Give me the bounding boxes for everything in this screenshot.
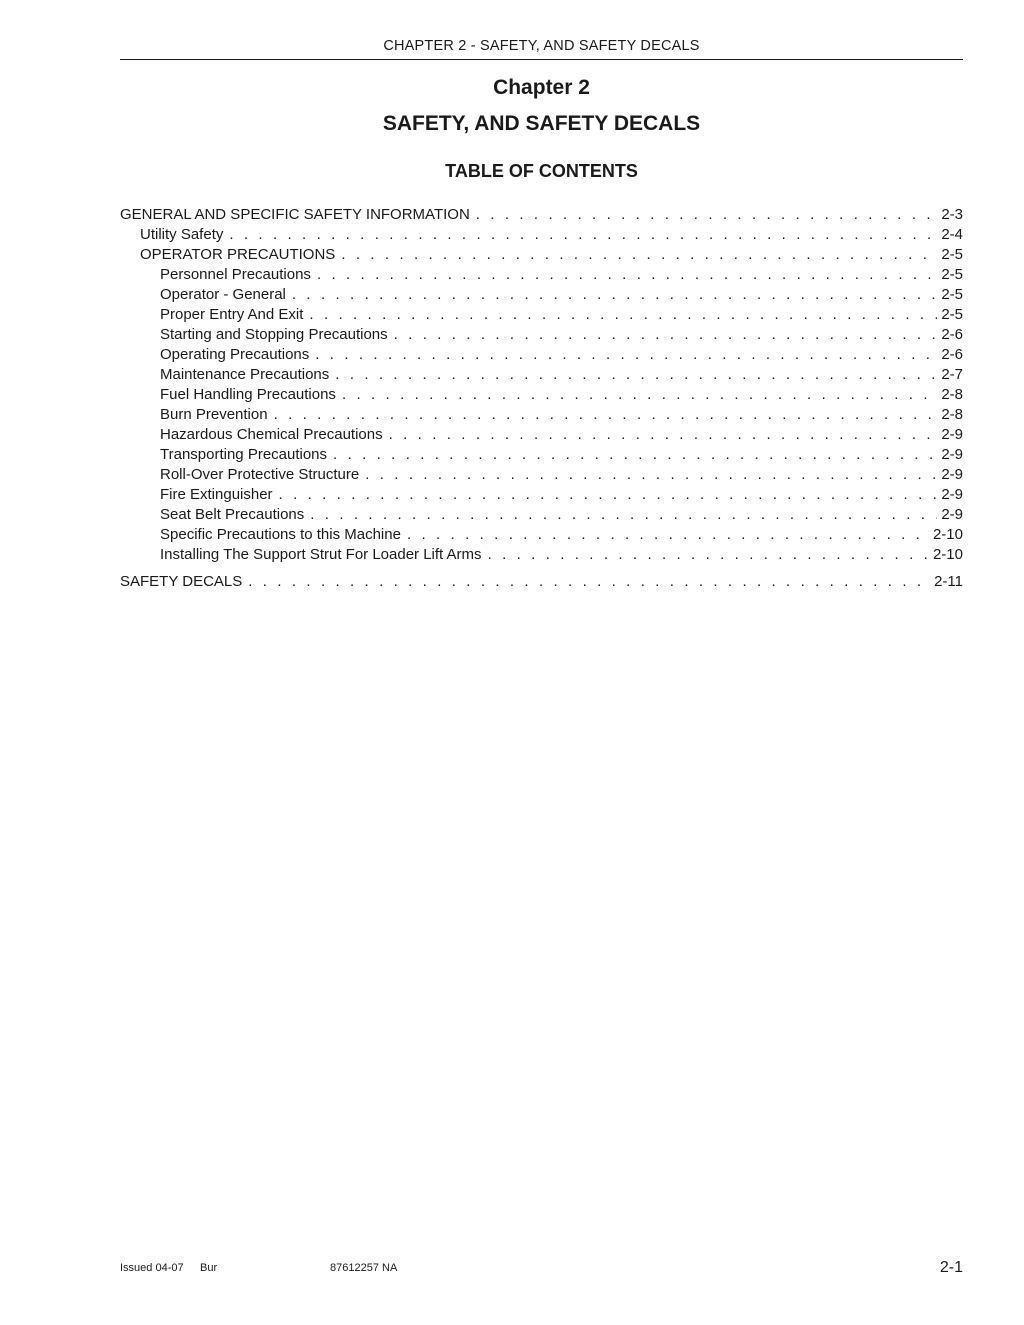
footer-document-number: 87612257 NA [330,1262,398,1274]
toc-entry-safety-decals[interactable] [120,572,963,592]
toc-entry-title: Personnel Precautions [160,266,311,283]
chapter-subtitle: SAFETY, AND SAFETY DECALS [382,112,701,135]
toc-entry-page: 2-9 [941,426,963,443]
toc-entry-page: 2-6 [941,346,963,363]
toc-dot-leader [279,485,938,505]
toc-entry-operating-precautions[interactable] [120,345,963,365]
toc-entry-page: 2-9 [941,446,963,463]
toc-entry-title: Burn Prevention [160,406,268,423]
toc-entry-page: 2-3 [941,206,963,223]
toc-entry-operator-precautions[interactable] [120,245,963,265]
toc-entry-page: 2-6 [941,326,963,343]
toc-entry-title: Seat Belt Precautions [160,506,305,523]
toc-entry-general-safety-information[interactable] [120,205,963,225]
running-header: CHAPTER 2 - SAFETY, AND SAFETY DECALS [383,38,700,54]
toc-entry-title: Maintenance Precautions [160,366,330,383]
toc-dot-leader [342,385,937,405]
toc-entry-page: 2-5 [941,306,963,323]
toc-entry-title: OPERATOR PRECAUTIONS [140,246,336,263]
toc-dot-leader [333,445,937,465]
toc-dot-leader [476,205,938,225]
toc-dot-leader [389,425,938,445]
toc-entry-fire-extinguisher[interactable] [120,485,963,505]
toc-entry-roll-over-protective-structure[interactable] [120,465,963,485]
table-of-contents [120,205,963,592]
toc-entry-page: 2-9 [941,466,963,483]
toc-entry-burn-prevention[interactable] [120,405,963,425]
toc-entry-title: Operating Precautions [160,346,310,363]
toc-entry-page: 2-9 [941,486,963,503]
toc-dot-leader [315,345,937,365]
toc-entry-title: GENERAL AND SPECIFIC SAFETY INFORMATION [120,206,470,223]
header-rule [120,59,963,60]
toc-entry-page: 2-8 [941,406,963,423]
toc-entry-starting-stopping-precautions[interactable] [120,325,963,345]
toc-dot-leader [248,572,930,592]
toc-dot-leader [407,525,929,545]
footer-issued-date: Issued 04-07 [120,1262,184,1274]
toc-entry-title: Specific Precautions to this Machine [160,526,401,543]
toc-entry-title: Utility Safety [140,226,224,243]
toc-entry-title: Roll-Over Protective Structure [160,466,360,483]
footer-page-number: 2-1 [939,1259,963,1276]
toc-entry-utility-safety[interactable] [120,225,963,245]
toc-entry-title: Transporting Precautions [160,446,328,463]
toc-dot-leader [341,245,937,265]
toc-entry-title: SAFETY DECALS [120,573,243,590]
toc-entry-proper-entry-and-exit[interactable] [120,305,963,325]
toc-entry-page: 2-10 [932,526,963,543]
toc-dot-leader [394,325,938,345]
footer-location: Bur [200,1262,218,1274]
toc-entry-page: 2-4 [941,226,963,243]
toc-entry-title: Hazardous Chemical Precautions [160,426,383,443]
toc-entry-seat-belt-precautions[interactable] [120,505,963,525]
toc-entry-installing-support-strut[interactable] [120,545,963,565]
toc-entry-page: 2-5 [941,246,963,263]
toc-dot-leader [229,225,937,245]
toc-entry-personnel-precautions[interactable] [120,265,963,285]
toc-entry-title: Proper Entry And Exit [160,306,304,323]
toc-entry-title: Fuel Handling Precautions [160,386,336,403]
toc-entry-page: 2-11 [934,573,963,590]
toc-heading: TABLE OF CONTENTS [445,161,638,181]
toc-entry-specific-precautions[interactable] [120,525,963,545]
toc-entry-title: Fire Extinguisher [160,486,273,503]
toc-dot-leader [365,465,937,485]
toc-entry-page: 2-5 [941,266,963,283]
toc-entry-fuel-handling-precautions[interactable] [120,385,963,405]
toc-entry-title: Starting and Stopping Precautions [160,326,388,343]
toc-entry-title: Operator - General [160,286,286,303]
toc-entry-page: 2-5 [941,286,963,303]
toc-dot-leader [274,405,938,425]
toc-entry-maintenance-precautions[interactable] [120,365,963,385]
toc-entry-title: Installing The Support Strut For Loader Lift Arms [160,546,482,563]
toc-dot-leader [309,305,937,325]
toc-entry-page: 2-9 [941,506,963,523]
toc-dot-leader [310,505,937,525]
toc-entry-operator-general[interactable] [120,285,963,305]
chapter-title: Chapter 2 [493,76,590,99]
toc-dot-leader [317,265,937,285]
toc-entry-page: 2-7 [941,366,963,383]
toc-entry-hazardous-chemical-precautions[interactable] [120,425,963,445]
toc-entry-page: 2-10 [932,546,963,563]
toc-entry-page: 2-8 [941,386,963,403]
toc-entry-transporting-precautions[interactable] [120,445,963,465]
toc-dot-leader [292,285,937,305]
toc-dot-leader [335,365,937,385]
toc-dot-leader [488,545,929,565]
